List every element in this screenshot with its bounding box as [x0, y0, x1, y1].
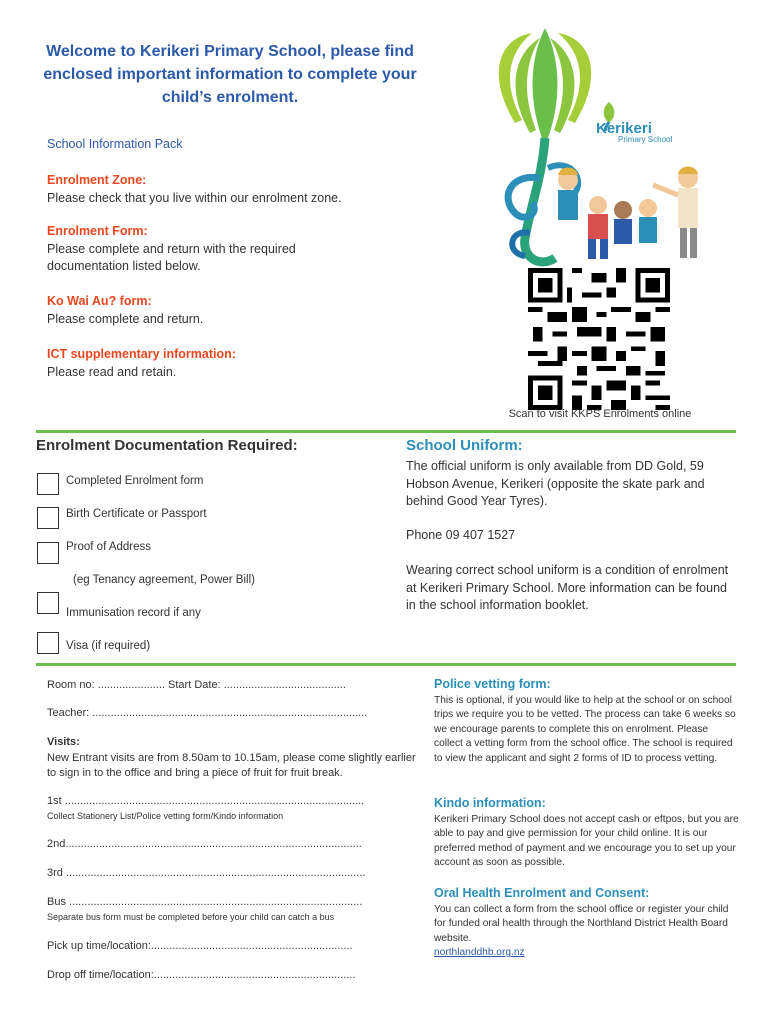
brand-name: Kerikeri: [596, 120, 652, 137]
brand-logo: [596, 120, 672, 144]
divider: [36, 663, 736, 666]
checkbox-visa[interactable]: [37, 632, 59, 654]
uniform-heading: School Uniform:: [406, 437, 523, 454]
second-visit-field[interactable]: 2nd.................................................................................................: [47, 838, 362, 850]
section-enrolment-form: [47, 223, 467, 276]
qr-code[interactable]: [528, 268, 670, 410]
section-body: Please read and retain.: [47, 364, 177, 379]
checkbox-label: Completed Enrolment form: [66, 475, 204, 487]
uniform-location: The official uniform is only available from DD Gold, 59 Hobson Avenue, Kerikeri (opposite the skate park and behind Good Year Tyres).: [406, 459, 705, 508]
checkbox-immunisation[interactable]: [37, 592, 59, 614]
visits-info: New Entrant visits are from 8.50am to 10.15am, please come slightly earlier to sign in to the office and bring a piece of fruit for fruit break.: [47, 752, 416, 779]
section-ko-wai-au: [47, 293, 467, 328]
section-heading: ICT supplementary information:: [47, 347, 236, 361]
checkbox-enrolment-form[interactable]: [37, 473, 59, 495]
section-body: Please complete and return.: [47, 311, 204, 326]
police-body: This is optional, if you would like to help at the school or on school trips we require you to be vetted. The process can take 6 weeks so we encourage parents to complete this on enrolment. Please collect a vetting form from the school office. The school is required to view the applicant and sight 2 forms of ID to process vetting.: [434, 695, 736, 764]
room-start-date-field[interactable]: Room no: ...................... Start Date: ........................................: [47, 679, 346, 691]
section-heading: Enrolment Form:: [47, 224, 148, 238]
section-ict: [47, 346, 467, 381]
oral-health-heading: Oral Health Enrolment and Consent:: [434, 886, 650, 900]
divider: [36, 430, 736, 433]
children-illustration: [548, 160, 713, 270]
welcome-heading: Welcome to Kerikeri Primary School, please find enclosed important information to complete your child’s enrolment.: [43, 43, 417, 106]
police-heading: Police vetting form:: [434, 677, 551, 691]
checkbox-label: Visa (if required): [66, 640, 151, 652]
visits-heading: Visits:: [47, 736, 80, 748]
kindo-body: Kerikeri Primary School does not accept cash or eftpos, but you are able to pay and give permission for your child online. It is our preferred method of payment and we encourage you to set up your account as soon as possible.: [434, 814, 739, 869]
section-body: Please check that you live within our enrolment zone.: [47, 190, 342, 205]
section-heading: Ko Wai Au? form:: [47, 294, 152, 308]
checkbox-proof-of-address[interactable]: [37, 542, 59, 564]
pickup-field[interactable]: Pick up time/location:..................................................................: [47, 940, 353, 952]
checkbox-note: (eg Tenancy agreement, Power Bill): [73, 574, 255, 586]
qr-caption: Scan to visit KKPS Enrolments online: [508, 408, 692, 420]
third-visit-field[interactable]: 3rd ..................................................................................................: [47, 867, 366, 879]
documentation-heading: Enrolment Documentation Required:: [36, 437, 298, 454]
oral-health-text: You can collect a form from the school office or register your child for funded oral health through the Northland District Health Board website.: [434, 904, 729, 944]
uniform-phone: Phone 09 407 1527: [406, 528, 516, 542]
northland-dhb-link[interactable]: northlanddhb.org.nz: [434, 947, 525, 959]
first-visit-field[interactable]: 1st ..................................................................................................: [47, 795, 365, 807]
first-visit-note: Collect Stationery List/Police vetting form/Kindo information: [47, 811, 284, 821]
section-body: Please complete and return with the required documentation listed below.: [47, 241, 296, 273]
checkbox-label: Birth Certificate or Passport: [66, 508, 207, 520]
bus-field[interactable]: Bus ................................................................................................: [47, 896, 363, 908]
oral-health-body: [434, 903, 739, 961]
section-enrolment-zone: [47, 172, 467, 207]
dropoff-field[interactable]: Drop off time/location:..................................................................: [47, 969, 356, 981]
checkbox-label: Immunisation record if any: [66, 607, 201, 619]
pack-title: School Information Pack: [47, 137, 183, 151]
section-heading: Enrolment Zone:: [47, 173, 147, 187]
checkbox-label: Proof of Address: [66, 541, 152, 553]
bus-note: Separate bus form must be completed before your child can catch a bus: [47, 912, 335, 922]
brand-subtitle: Primary School: [618, 135, 673, 144]
kindo-heading: Kindo information:: [434, 796, 546, 810]
uniform-condition: Wearing correct school uniform is a condition of enrolment at Kerikeri Primary School. More information can be found in the school information booklet.: [406, 563, 729, 612]
teacher-field[interactable]: Teacher: ..........................................................................................: [47, 707, 368, 719]
checkbox-birth-certificate[interactable]: [37, 507, 59, 529]
